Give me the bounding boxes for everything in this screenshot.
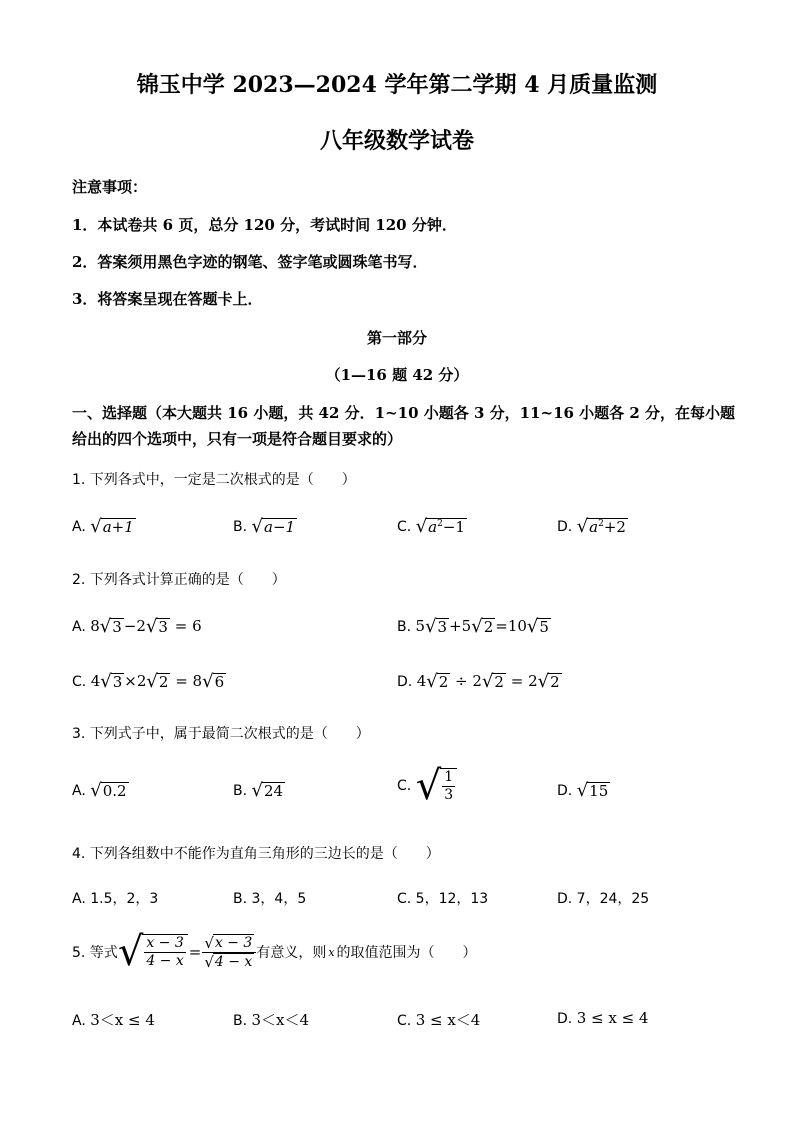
- option-label: D.: [397, 674, 413, 690]
- sqrt-fraction-expression: √ $\frac{x - 3}{4 - x}$: [118, 934, 188, 970]
- q1-option-b: [233, 518, 297, 536]
- question-1-stem: 1. 下列各式中，一定是二次根式的是（ ）: [72, 472, 356, 488]
- q5-option-c: [397, 1009, 480, 1030]
- variable: x: [328, 945, 335, 959]
- option-label: C.: [72, 674, 87, 690]
- q1-option-c: [397, 518, 467, 536]
- option-label: A.: [72, 783, 86, 800]
- sqrt-expression: √ 24: [251, 780, 284, 802]
- option-label: D.: [557, 1011, 573, 1027]
- q1-option-a: [72, 518, 136, 536]
- q1-option-d: [557, 518, 628, 536]
- q5-option-b: [233, 1009, 309, 1030]
- q3-option-a: [72, 782, 129, 800]
- option-label: B.: [233, 1013, 248, 1029]
- option-label: A.: [72, 519, 86, 536]
- q4-option-d: D. 7，24，25: [557, 891, 650, 907]
- option-label: D.: [557, 783, 573, 800]
- note-item-2: 2．答案须用黑色字迹的钢笔、签字笔或圆珠笔书写．: [72, 253, 428, 271]
- q4-option-c: C. 5，12，13: [397, 891, 489, 907]
- option-label: B.: [397, 619, 412, 635]
- part-name: 第一部分: [366, 329, 427, 347]
- sqrt-expression: √ 15: [576, 780, 609, 802]
- notes-heading: 注意事项：: [72, 178, 148, 196]
- sqrt-expression: √ 0.2: [90, 780, 127, 802]
- question-4-stem: 4. 下列各组数中不能作为直角三角形的三边长的是（ ）: [72, 846, 440, 862]
- expression: 8 √ 3 −2 √ 3 = 6: [90, 616, 202, 638]
- radicand-rest: −1: [442, 518, 465, 536]
- q5-option-a: [72, 1009, 155, 1030]
- exam-title: 锦玉中学 2023—2024 学年第二学期 4 月质量监测: [136, 72, 658, 98]
- inequality: 3＜x ≤ 4: [90, 1011, 155, 1029]
- radicand: a−1: [264, 518, 296, 536]
- option-label: B.: [233, 783, 248, 800]
- option-label: B.: [233, 519, 248, 536]
- q5-option-d: [557, 1009, 648, 1027]
- sqrt-fraction-expression: √ $\frac{1}{3}$: [416, 768, 457, 804]
- note-item-3: 3．将答案呈现在答题卡上．: [72, 290, 263, 308]
- option-label: D.: [557, 519, 573, 536]
- expression: 5 √ 3 +5 √ 2 =10 √ 5: [415, 616, 549, 638]
- expression: 4 √ 2 ÷ 2 √ 2 = 2 √ 2: [416, 671, 560, 693]
- q2-option-c: [72, 672, 226, 691]
- equals-sign: =: [188, 943, 202, 961]
- stem-suffix: 有意义，则: [256, 945, 327, 961]
- stem-prefix: 5. 等式: [72, 945, 118, 961]
- radicand-rest: +2: [603, 518, 626, 536]
- q3-option-b: [233, 782, 285, 800]
- option-label: C.: [397, 519, 412, 536]
- radicand: a+1: [102, 518, 134, 536]
- inequality: 3＜x＜4: [251, 1011, 310, 1029]
- sqrt-expression: √ $a^2+2$: [576, 516, 626, 538]
- q2-option-b: [397, 617, 551, 636]
- question-3-stem: 3. 下列式子中，属于最简二次根式的是（ ）: [72, 726, 370, 742]
- q2-option-a: [72, 617, 202, 636]
- inequality: 3 ≤ x＜4: [415, 1011, 481, 1029]
- variable: a: [428, 518, 438, 536]
- inequality: 3 ≤ x ≤ 4: [576, 1009, 649, 1027]
- variable: a: [589, 518, 599, 536]
- question-5-stem: [72, 929, 477, 975]
- sqrt-expression: √ a+1: [90, 516, 134, 538]
- fraction-of-roots: √ x − 3 √ 4 − x: [202, 934, 256, 970]
- question-2-stem: 2. 下列各式计算正确的是（ ）: [72, 572, 286, 588]
- exam-subtitle: 八年级数学试卷: [319, 128, 474, 154]
- option-label: A.: [72, 619, 86, 635]
- part-range: （1—16 题 42 分）: [325, 366, 469, 384]
- q4-option-a: A. 1.5，2，3: [72, 891, 159, 907]
- sqrt-expression: √ a−1: [251, 516, 296, 538]
- option-label: C.: [397, 1013, 412, 1029]
- q3-option-c: [397, 763, 457, 809]
- sqrt-expression: √ $a^2-1$: [415, 516, 465, 538]
- stem-end: 的取值范围为（ ）: [336, 945, 477, 961]
- q3-option-d: [557, 782, 610, 800]
- q4-option-b: B. 3，4，5: [233, 891, 307, 907]
- q2-option-d: [397, 672, 562, 691]
- section-line-1: 一、选择题（本大题共 16 小题，共 42 分．1~10 小题各 3 分，11~16 小题各 2 分，在每小题: [72, 404, 736, 422]
- option-label: C.: [397, 778, 412, 794]
- option-label: A.: [72, 1013, 86, 1029]
- section-line-2: 给出的四个选项中，只有一项是符合题目要求的）: [72, 430, 403, 448]
- note-item-1: 1．本试卷共 6 页，总分 120 分，考试时间 120 分钟．: [72, 216, 457, 234]
- expression: 4 √ 3 ×2 √ 2 = 8 √ 6: [90, 671, 225, 693]
